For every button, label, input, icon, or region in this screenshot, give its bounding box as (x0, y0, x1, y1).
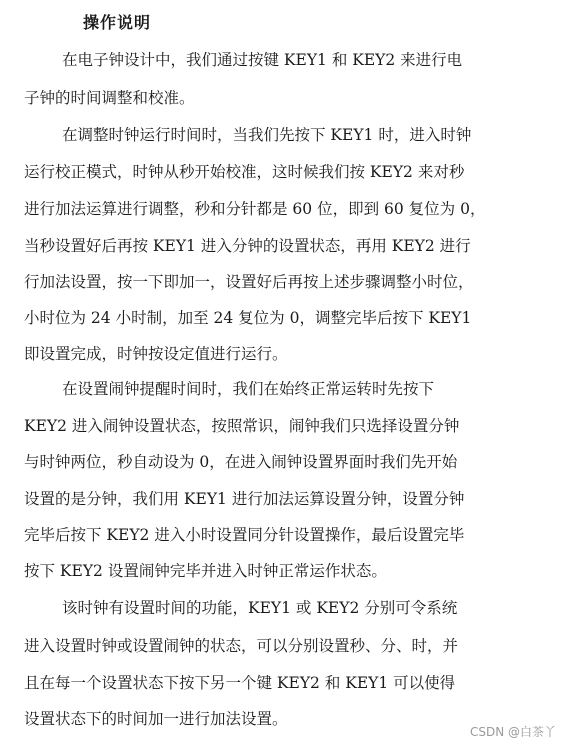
text-line: 当秒设置好后再按 KEY1 进入分钟的设置状态，再用 KEY2 进行 (24, 237, 471, 255)
text-line: 即设置完成，时钟按设定值进行运行。 (24, 345, 288, 363)
text-line: 且在每一个设置状态下按下另一个键 KEY2 和 KEY1 可以使得 (24, 674, 456, 692)
text-line: 完毕后按下 KEY2 进入小时设置同分针设置操作，最后设置完毕 (24, 526, 465, 544)
text-line: 进入设置时钟或设置闹钟的状态，可以分别设置秒、分、时，并 (24, 637, 459, 655)
text-line: 运行校正模式，时钟从秒开始校准，这时候我们按 KEY2 来对秒 (24, 163, 465, 181)
text-line: 小时位为 24 小时制，加至 24 复位为 0，调整完毕后按下 KEY1 (24, 309, 472, 327)
text-line: 与时钟两位，秒自动设为 0，在进入闹钟设置界面时我们先开始 (24, 453, 458, 471)
text-line: 设置的是分钟，我们用 KEY1 进行加法运算设置分钟，设置分钟 (24, 490, 465, 508)
text-line: 在设置闹钟提醒时间时，我们在始终正常运转时先按下 (62, 380, 435, 398)
text-line: 设置状态下的时间加一进行加法设置。 (24, 710, 288, 728)
text-line: 进行加法运算进行调整，秒和分针都是 60 位，即到 60 复位为 0， (24, 200, 486, 218)
text-line: KEY2 进入闹钟设置状态，按照常识，闹钟我们只选择设置分钟 (24, 417, 460, 435)
text-line: 该时钟有设置时间的功能，KEY1 或 KEY2 分别可令系统 (62, 599, 458, 617)
document-heading: 操作说明 (83, 13, 152, 32)
text-line: 在电子钟设计中，我们通过按键 KEY1 和 KEY2 来进行电 (62, 51, 463, 69)
text-line: 行加法设置，按一下即加一，设置好后再按上述步骤调整小时位， (24, 273, 474, 291)
text-line: 在调整时钟运行时间时，当我们先按下 KEY1 时，进入时钟 (62, 126, 472, 144)
text-line: 按下 KEY2 设置闹钟完毕并进入时钟正常运作状态。 (24, 562, 387, 580)
csdn-watermark: CSDN @白茶丫 (469, 725, 556, 739)
text-line: 子钟的时间调整和校准。 (24, 89, 195, 107)
